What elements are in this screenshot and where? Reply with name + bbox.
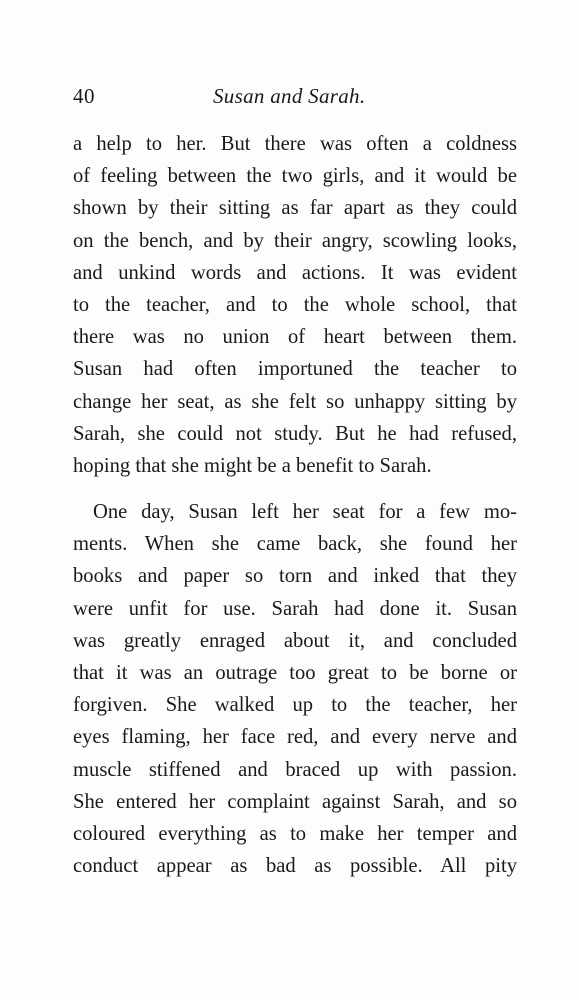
text-line: there was no union of heart between them. [73,326,517,349]
text-line: change her seat, as she felt so unhappy sitting by [73,390,517,413]
text-line: Sarah, she could not study. But he had refused, [73,422,517,445]
text-line: on the bench, and by their angry, scowling looks, [73,229,517,252]
text-line: forgiven. She walked up to the teacher, her [73,694,517,717]
paragraph-2 [73,496,517,882]
text-line: One day, Susan left her seat for a few mo- [93,501,517,524]
text-line: ments. When she came back, she found her [73,533,517,556]
text-line: to the teacher, and to the whole school, that [73,293,517,316]
text-line: conduct appear as bad as possible. All pity [73,855,517,878]
text-line: and unkind words and actions. It was evident [73,261,517,284]
text-line: shown by their sitting as far apart as they could [73,197,517,220]
text-line: was greatly enraged about it, and concluded [73,629,517,652]
text-line: Susan had often importuned the teacher to [73,358,517,381]
text-line: of feeling between the two girls, and it would be [73,165,517,188]
text-line: were unfit for use. Sarah had done it. Susan [73,597,517,620]
paragraph-gap [73,482,517,496]
text-line: that it was an outrage too great to be borne or [73,662,517,684]
text-line: a help to her. But there was often a coldness [73,133,517,155]
text-line: hoping that she might be a benefit to Sarah. [73,454,432,477]
text-line: books and paper so torn and inked that they [73,565,517,588]
paragraph-1 [73,128,517,482]
text-line: muscle stiffened and braced up with passion. [73,758,517,781]
text-line: She entered her complaint against Sarah, and so [73,790,517,813]
page-number: 40 [73,84,95,108]
body-text [73,128,517,882]
running-title: Susan and Sarah. [213,84,366,108]
page-header [73,84,517,112]
text-line: eyes flaming, her face red, and every nerve and [73,726,517,749]
text-line: coloured everything as to make her temper and [73,822,517,845]
